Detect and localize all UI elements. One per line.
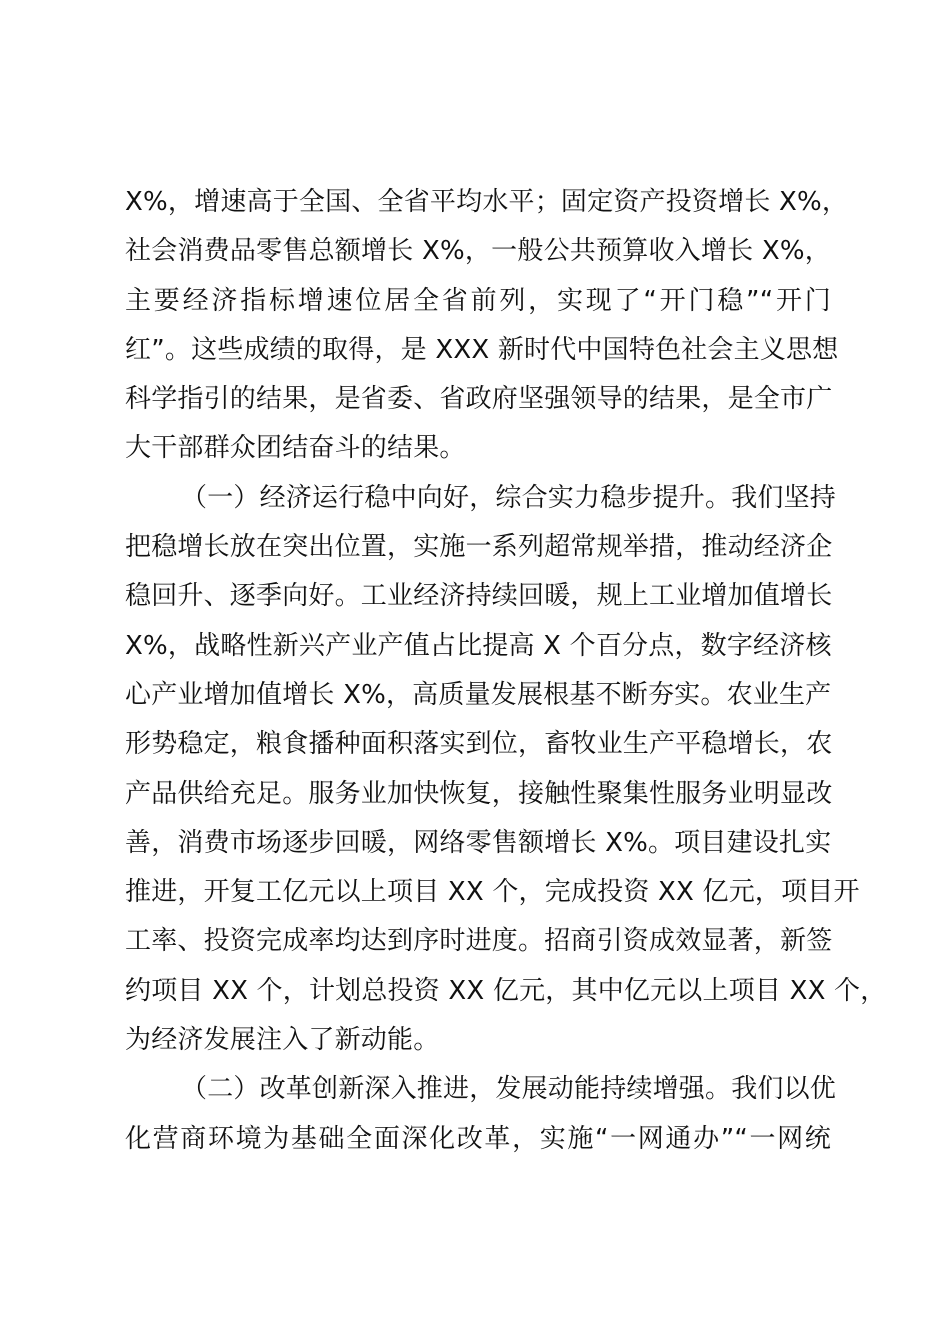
text-line: 约项目 XX 个，计划总投资 XX 亿元，其中亿元以上项目 XX 个，	[125, 975, 887, 1006]
text-line: 推进，开复工亿元以上项目 XX 个，完成投资 XX 亿元，项目开	[125, 877, 860, 908]
text-line: X%，增速高于全国、全省平均水平；固定资产投资增长 X%，	[125, 187, 849, 217]
section-heading-line: （一）经济运行稳中向好，综合实力稳步提升。我们坚持	[181, 482, 837, 513]
text-line: 稳回升、逐季向好。工业经济持续回暖，规上工业增加值增长	[125, 581, 833, 612]
text-line: 形势稳定，粮食播种面积落实到位，畜牧业生产平稳增长，农	[125, 729, 833, 760]
text-line: 心产业增加值增长 X%，高质量发展根基不断夯实。农业生产	[125, 679, 832, 710]
text-line: 产品供给充足。服务业加快恢复，接触性聚集性服务业明显改	[125, 778, 833, 809]
text-line: 工率、投资完成率均达到序时进度。招商引资成效显著，新签	[125, 926, 833, 957]
text-line: X%，战略性新兴产业产值占比提高 X 个百分点，数字经济核	[125, 630, 832, 661]
text-line: 科学指引的结果，是省委、省政府坚强领导的结果，是全市广	[125, 384, 833, 415]
text-line: 化营商环境为基础全面深化改革，实施“一网通办”“一网统	[125, 1123, 831, 1154]
text-line: 红”。这些成绩的取得，是 XXX 新时代中国特色社会主义思想	[125, 334, 839, 365]
text-line: 把稳增长放在突出位置，实施一系列超常规举措，推动经济企	[125, 532, 833, 563]
section-heading-line: （二）改革创新深入推进，发展动能持续增强。我们以优	[181, 1074, 837, 1105]
text-line: 大干部群众团结奋斗的结果。	[125, 433, 466, 464]
document-body	[125, 178, 887, 1164]
text-line: 社会消费品零售总额增长 X%，一般公共预算收入增长 X%，	[125, 236, 831, 267]
text-line: 为经济发展注入了新动能。	[125, 1025, 440, 1056]
text-line: 主要经济指标增速位居全省前列，实现了“开门稳”“开门	[125, 285, 831, 316]
text-line: 善，消费市场逐步回暖，网络零售额增长 X%。项目建设扎实	[125, 827, 832, 858]
